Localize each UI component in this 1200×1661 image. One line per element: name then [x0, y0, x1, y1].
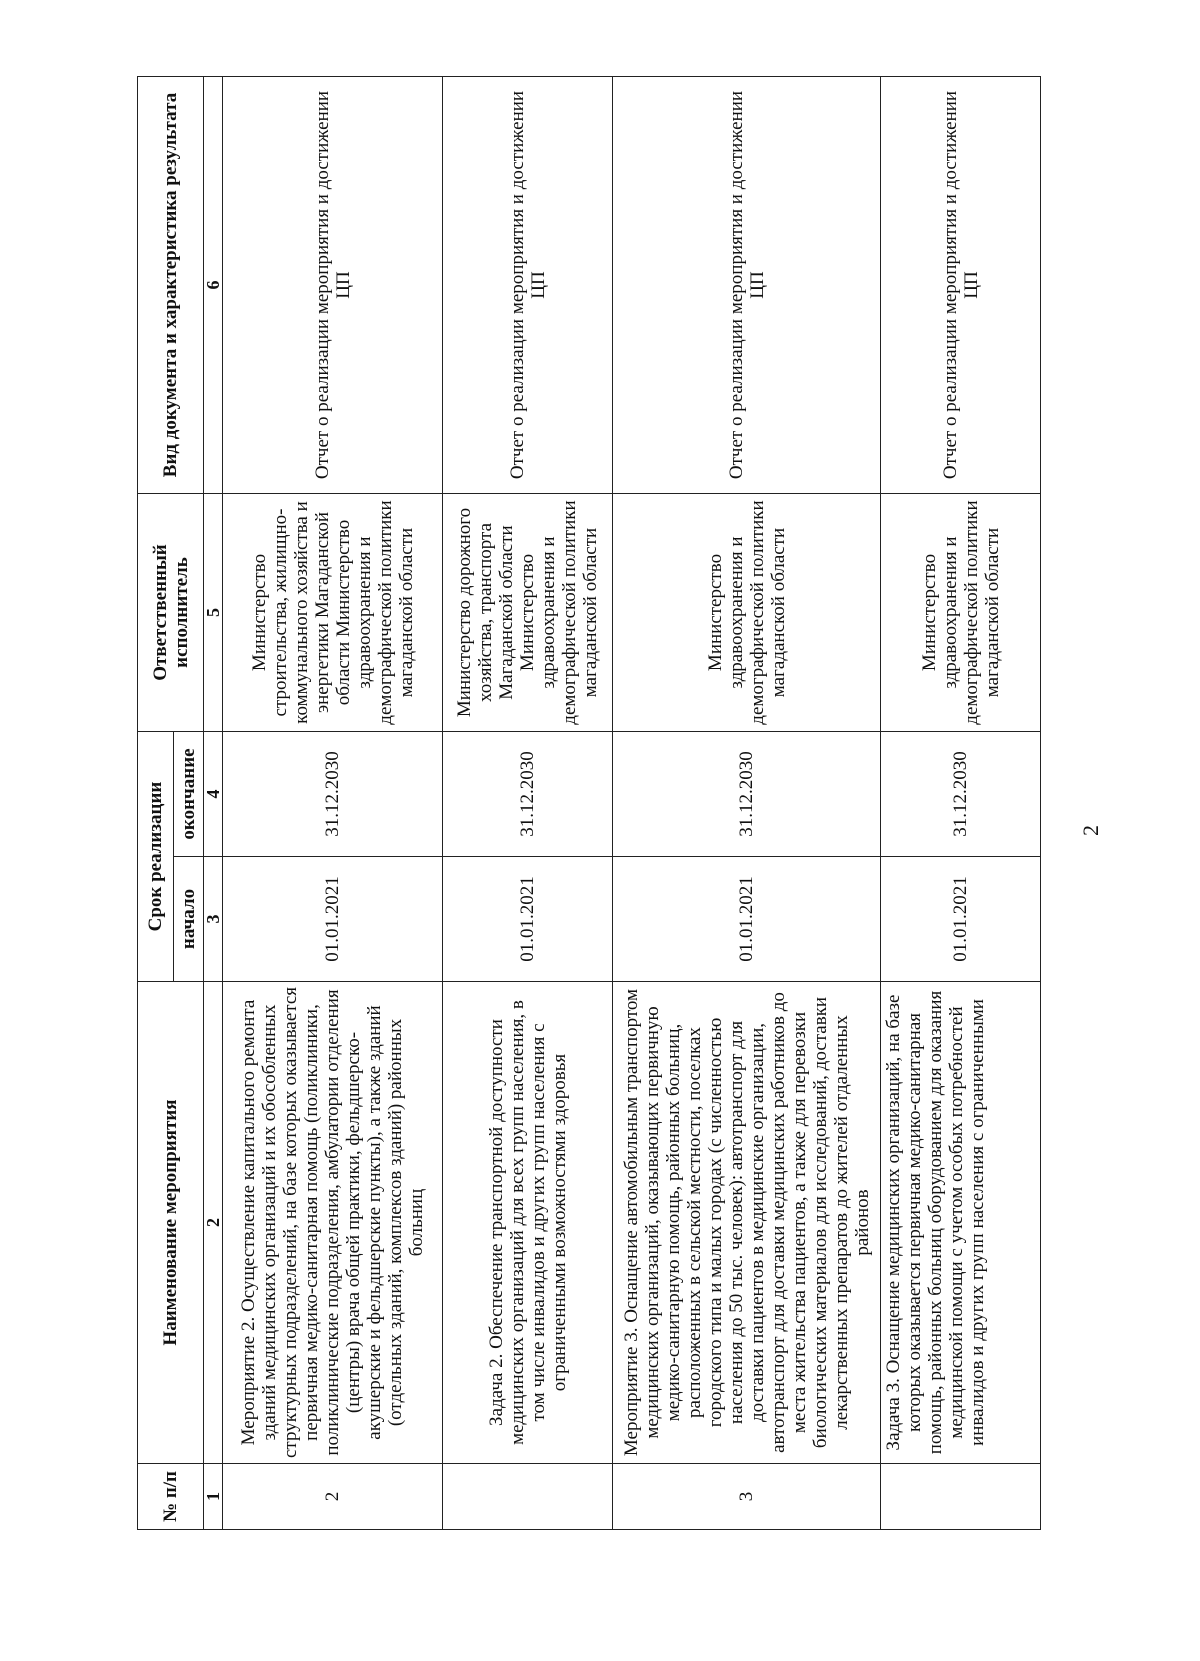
end-date: 31.12.2030 — [881, 732, 1041, 857]
header-executor: Ответственный исполнитель — [138, 494, 204, 732]
task-name — [881, 982, 1041, 1464]
end-date: 31.12.2030 — [613, 732, 881, 857]
column-number: 2 — [204, 982, 223, 1464]
column-number: 6 — [204, 77, 223, 494]
event-name: Мероприятие 2. Осуществление капитального ремонта зданий медицинских организаций и их обособленных структурных подразделений, на базе которых оказывается первичная медико-санитарная помощь (поликлиники, поликлинические подразделения, амбулатории отделения (центры) врача общей практики, фельдшерско-акушерские и фельдшерские пункты), а также зданий (отдельных зданий, комплексов зданий) районных больниц — [223, 982, 443, 1464]
row-number — [881, 1464, 1041, 1530]
table-row — [223, 77, 443, 1530]
table-row — [881, 77, 1041, 1530]
result-document: Отчет о реализации мероприятия и достижении ЦП — [223, 77, 443, 494]
page-number: 2 — [1078, 825, 1103, 836]
result-document: Отчет о реализации мероприятия и достижении ЦП — [881, 77, 1041, 494]
executor: Министерство здравоохранения и демографической политики магаданской области — [881, 494, 1041, 732]
header-start: начало — [174, 857, 204, 982]
task-name-text: Задача 3. Оснащение медицинских организаций, на базе которых оказывается первичная медико-санитарная помощь, районных больниц оборудованием для оказания медицинской помощи с учетом особых потребностей инвалидов и других групп населения с ограниченными — [883, 990, 988, 1455]
column-number: 1 — [204, 1464, 223, 1530]
start-date: 01.01.2021 — [443, 857, 613, 982]
task-name: Задача 2. Обеспечение транспортной доступности медицинских организаций для всех групп населения, в том числе инвалидов и других групп населения с ограниченными возможностями здоровья — [443, 982, 613, 1464]
column-numbers-row — [204, 77, 223, 1530]
result-document: Отчет о реализации мероприятия и достижении ЦП — [443, 77, 613, 494]
header-row — [138, 77, 174, 1530]
executor: Министерство здравоохранения и демографической политики магаданской области — [613, 494, 881, 732]
start-date: 01.01.2021 — [223, 857, 443, 982]
activities-table — [137, 76, 1041, 1530]
table-row — [443, 77, 613, 1530]
column-number: 5 — [204, 494, 223, 732]
end-date: 31.12.2030 — [223, 732, 443, 857]
row-number — [443, 1464, 613, 1530]
start-date: 01.01.2021 — [613, 857, 881, 982]
header-result: Вид документа и характеристика результата — [138, 77, 204, 494]
header-period: Срок реализации — [138, 732, 174, 982]
end-date: 31.12.2030 — [443, 732, 613, 857]
column-number: 4 — [204, 732, 223, 857]
header-end: окончание — [174, 732, 204, 857]
start-date: 01.01.2021 — [881, 857, 1041, 982]
header-name: Наименование мероприятия — [138, 982, 204, 1464]
table-row — [613, 77, 881, 1530]
header-num: № п/п — [138, 1464, 204, 1530]
result-document: Отчет о реализации мероприятия и достижении ЦП — [613, 77, 881, 494]
row-number: 2 — [223, 1464, 443, 1530]
executor: Министерство дорожного хозяйства, транспорта Магаданской области Министерство здравоохранения и демографической политики магаданской области — [443, 494, 613, 732]
event-name: Мероприятие 3. Оснащение автомобильным транспортом медицинских организаций, оказывающих первичную медико-санитарную помощь, районных больниц, расположенных в сельской местности, поселках городского типа и малых городах (с численностью населения до 50 тыс. человек): автотранспорт для доставки пациентов в медицинские организации, автотранспорт для доставки медицинских работников до места жительства пациентов, а также для перевозки биологических материалов для исследований, доставки лекарственных препаратов до жителей отдаленных районов — [613, 982, 881, 1464]
row-number: 3 — [613, 1464, 881, 1530]
column-number: 3 — [204, 857, 223, 982]
executor: Министерство строительства, жилищно-коммунального хозяйства и энергетики Магаданской области Министерство здравоохранения и демографической политики магаданской области — [223, 494, 443, 732]
